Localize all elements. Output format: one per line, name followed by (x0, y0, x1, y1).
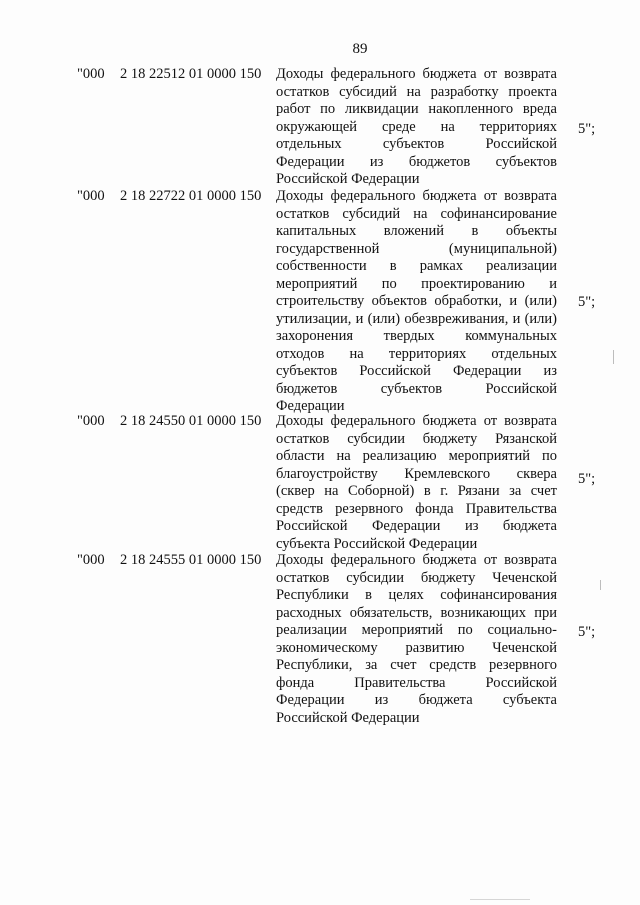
revenue-description (276, 188, 557, 416)
description-line: Российской Федерации (276, 171, 420, 187)
description-line: Федерации из бюджетов субъектов (276, 153, 557, 170)
revenue-code: 2 18 22722 01 0000 150 (120, 188, 262, 204)
description-line: окружающей среде на территориях (276, 118, 557, 135)
scan-mark (600, 580, 601, 590)
code-prefix: "000 (77, 413, 105, 429)
description-line: остатков субсидии бюджету Рязанской (276, 430, 557, 447)
description-line: благоустройству Кремлевского сквера (276, 465, 557, 482)
description-line: Доходы федерального бюджета от возврата (276, 66, 557, 82)
revenue-code: 2 18 24550 01 0000 150 (120, 413, 262, 429)
description-line: остатков субсидий на разработку проекта (276, 83, 557, 100)
description-line: субъекта Российской Федерации (276, 535, 478, 552)
amount-cell: 5"; (578, 471, 596, 487)
description-line: утилизации, и (или) обезвреживания, и (или) (276, 310, 557, 327)
description-line: экономическому развитию Чеченской (276, 639, 557, 656)
description-line: государственной (муниципальной) (276, 240, 557, 257)
description-line: отходов на территориях отдельных (276, 345, 557, 362)
description-line: Доходы федерального бюджета от возврата (276, 413, 557, 429)
amount-cell: 5"; (578, 624, 596, 640)
description-line: собственности в рамках реализации (276, 258, 557, 274)
description-line: Республики, за счет средств резервного (276, 657, 557, 673)
code-prefix: "000 (77, 66, 105, 82)
code-prefix: "000 (77, 552, 105, 568)
description-line: захоронения твердых коммунальных (276, 328, 557, 344)
description-line: Российской Федерации (276, 709, 420, 726)
code-prefix: "000 (77, 188, 105, 204)
description-line: Федерации (276, 398, 345, 414)
description-line: капитальных вложений в объекты (276, 223, 557, 239)
description-line: остатков субсидии бюджету Чеченской (276, 569, 557, 586)
description-line: реализации мероприятий по социально- (276, 622, 557, 638)
description-line: работ по ликвидации накопленного вреда (276, 101, 557, 117)
description-line: расходных обязательств, возникающих при (276, 604, 557, 621)
description-line: Федерации из бюджета субъекта (276, 692, 557, 708)
description-line: Республики в целях софинансирования (276, 587, 557, 603)
description-line: (сквер на Соборной) в г. Рязани за счет (276, 483, 557, 499)
revenue-description (276, 552, 557, 727)
description-line: Доходы федерального бюджета от возврата (276, 552, 557, 568)
description-line: средств резервного фонда Правительства (276, 500, 557, 517)
description-line: остатков субсидий на софинансирование (276, 205, 557, 222)
page-number: 89 (352, 41, 368, 57)
amount-cell: 5"; (578, 294, 596, 310)
description-line: фонда Правительства Российской (276, 674, 557, 691)
amount-cell: 5"; (578, 121, 596, 137)
description-line: отдельных субъектов Российской (276, 136, 557, 152)
description-line: мероприятий по проектированию и (276, 275, 557, 292)
description-line: субъектов Российской Федерации из (276, 363, 557, 379)
scan-mark (470, 899, 530, 900)
description-line: Российской Федерации из бюджета (276, 518, 557, 534)
revenue-code: 2 18 22512 01 0000 150 (120, 66, 262, 82)
revenue-code: 2 18 24555 01 0000 150 (120, 552, 262, 568)
scan-mark (613, 350, 614, 364)
revenue-description (276, 66, 557, 189)
description-line: области на реализацию мероприятий по (276, 448, 557, 464)
revenue-description (276, 413, 557, 553)
description-line: бюджетов субъектов Российской (276, 380, 557, 397)
description-line: Доходы федерального бюджета от возврата (276, 188, 557, 204)
description-line: строительству объектов обработки, и (или) (276, 293, 557, 309)
